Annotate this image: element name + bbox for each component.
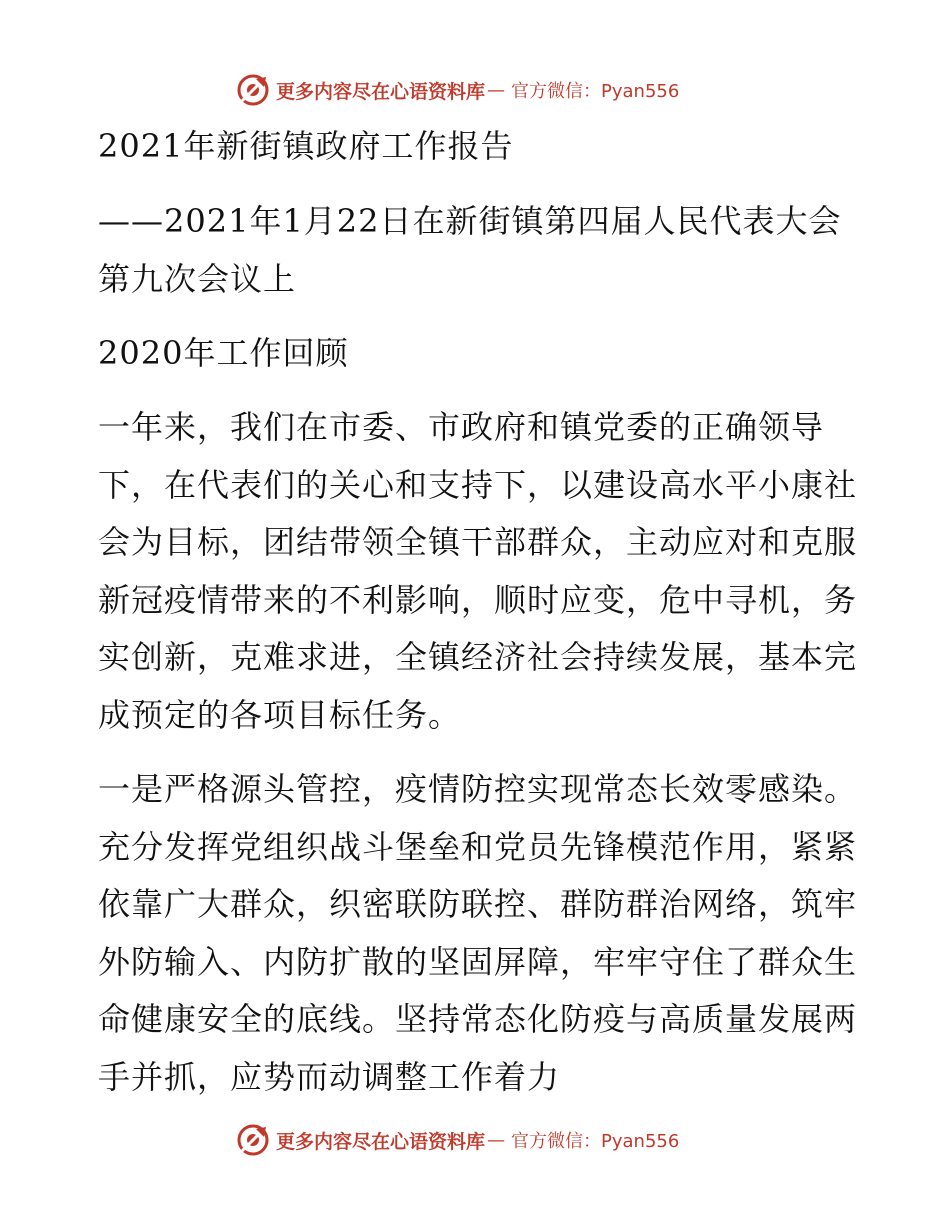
library-logo-icon (236, 1123, 270, 1157)
document-subtitle: ——2021年1月22日在新街镇第四届人民代表大会第九次会议上 (98, 202, 842, 298)
watermark-wechat-text: 官方微信：Pyan556 (511, 81, 680, 102)
watermark-header (236, 72, 679, 108)
paragraph-1: 一年来，我们在市委、市政府和镇党委的正确领导下，在代表们的关心和支持下，以建设高水平小康社会为目标，团结带领全镇干部群众，主动应对和克服新冠疫情带来的不利影响，顺时应变，危中寻机，务实创新，克难求进，全镇经济社会持续发展，基本完成预定的各项目标任务。 (98, 408, 858, 734)
document-title: 2021年新街镇政府工作报告 (98, 127, 514, 165)
paragraph-2: 一是严格源头管控，疫情防控实现常态长效零感染。充分发挥党组织战斗堡垒和党员先锋模范作用，紧紧依靠广大群众，织密联防联控、群防群治网络，筑牢外防输入、内防扩散的坚固屏障，牢牢守住了群众生命健康安全的底线。坚持常态化防疫与高质量发展两手并抓，应势而动调整工作着力 (98, 770, 858, 1096)
watermark-separator: — (487, 1129, 506, 1151)
watermark-separator: — (487, 79, 506, 101)
library-logo-icon (236, 73, 270, 107)
watermark-library-text: 更多内容尽在心语资料库 (276, 80, 486, 103)
section-heading: 2020年工作回顾 (98, 334, 349, 372)
watermark-library-text: 更多内容尽在心语资料库 (276, 1130, 486, 1153)
watermark-wechat-text: 官方微信：Pyan556 (511, 1131, 680, 1152)
watermark-footer (236, 1122, 679, 1158)
